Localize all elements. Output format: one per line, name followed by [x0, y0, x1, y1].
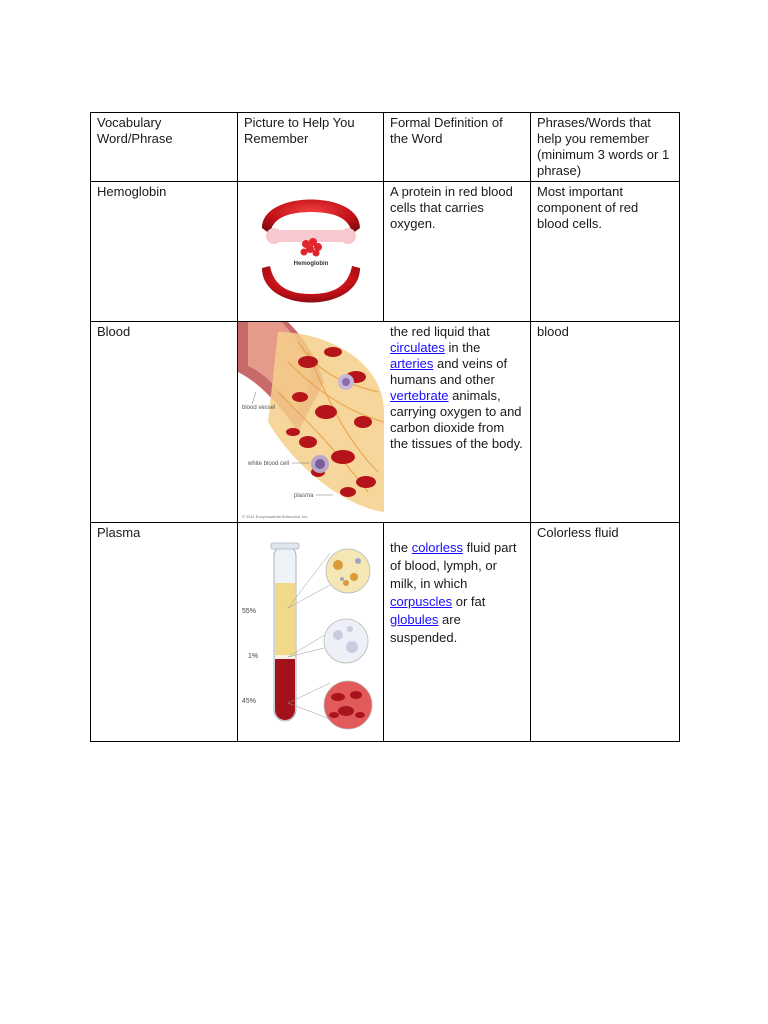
plasma-test-tube-illustration [238, 523, 384, 741]
vocabulary-table [90, 112, 680, 742]
link-globules[interactable]: globules [390, 612, 439, 627]
plasma-percent-label: 55% [242, 608, 257, 615]
phrases-cell: Most important component of red blood cells. [531, 182, 680, 322]
phrases-cell: Colorless fluid [531, 523, 680, 742]
definition-text: in the [444, 340, 481, 355]
hemoglobin-image-label: Hemoglobin [293, 261, 329, 267]
definition-text: or fat [452, 594, 486, 609]
word-cell: Hemoglobin [91, 182, 238, 322]
phrases-cell: blood [531, 322, 680, 523]
header-word: Vocabulary Word/Phrase [91, 113, 238, 182]
header-picture: Picture to Help You Remember [238, 113, 384, 182]
definition-text: are suspended. [390, 612, 461, 645]
table-row [91, 182, 680, 322]
header-phrases: Phrases/Words that help you remember (minimum 3 words or 1 phrase) [531, 113, 680, 182]
link-colorless[interactable]: colorless [411, 540, 463, 555]
definition-cell [384, 322, 531, 523]
plasma-label: plasma [294, 493, 314, 499]
blood-vessel-label: blood vessel [242, 405, 276, 411]
link-corpuscles[interactable]: corpuscles [390, 594, 453, 609]
hemoglobin-illustration [238, 182, 384, 317]
table-row [91, 523, 680, 742]
link-arteries[interactable]: arteries [390, 356, 434, 371]
picture-cell [238, 523, 384, 742]
link-circulates[interactable]: circulates [390, 340, 445, 355]
definition-text: and veins of humans and other [390, 356, 508, 387]
word-cell: Blood [91, 322, 238, 523]
word-cell: Plasma [91, 523, 238, 742]
header-definition: Formal Definition of the Word [384, 113, 531, 182]
blood-vessel-illustration [238, 322, 384, 522]
definition-text: animals, carrying oxygen to and carbon dioxide from the tissues of the body. [390, 388, 523, 451]
buffy-percent-label: 1% [248, 653, 259, 660]
definition-cell [384, 523, 531, 742]
definition-text: fluid part of blood, lymph, or milk, in which [390, 540, 517, 591]
picture-cell [238, 322, 384, 523]
table-header-row [91, 113, 680, 182]
rbc-percent-label: 45% [242, 698, 257, 705]
image-credit: © 2011 Encyclopædia Britannica, Inc. [242, 514, 309, 519]
link-vertebrate[interactable]: vertebrate [390, 388, 449, 403]
definition-text: the [390, 540, 412, 555]
picture-cell [238, 182, 384, 322]
table-row [91, 322, 680, 523]
definition-cell: A protein in red blood cells that carries oxygen. [384, 182, 531, 322]
definition-text: the red liquid that [390, 324, 490, 339]
plasma-definition [390, 539, 524, 647]
white-blood-cell-label: white blood cell [248, 461, 290, 467]
